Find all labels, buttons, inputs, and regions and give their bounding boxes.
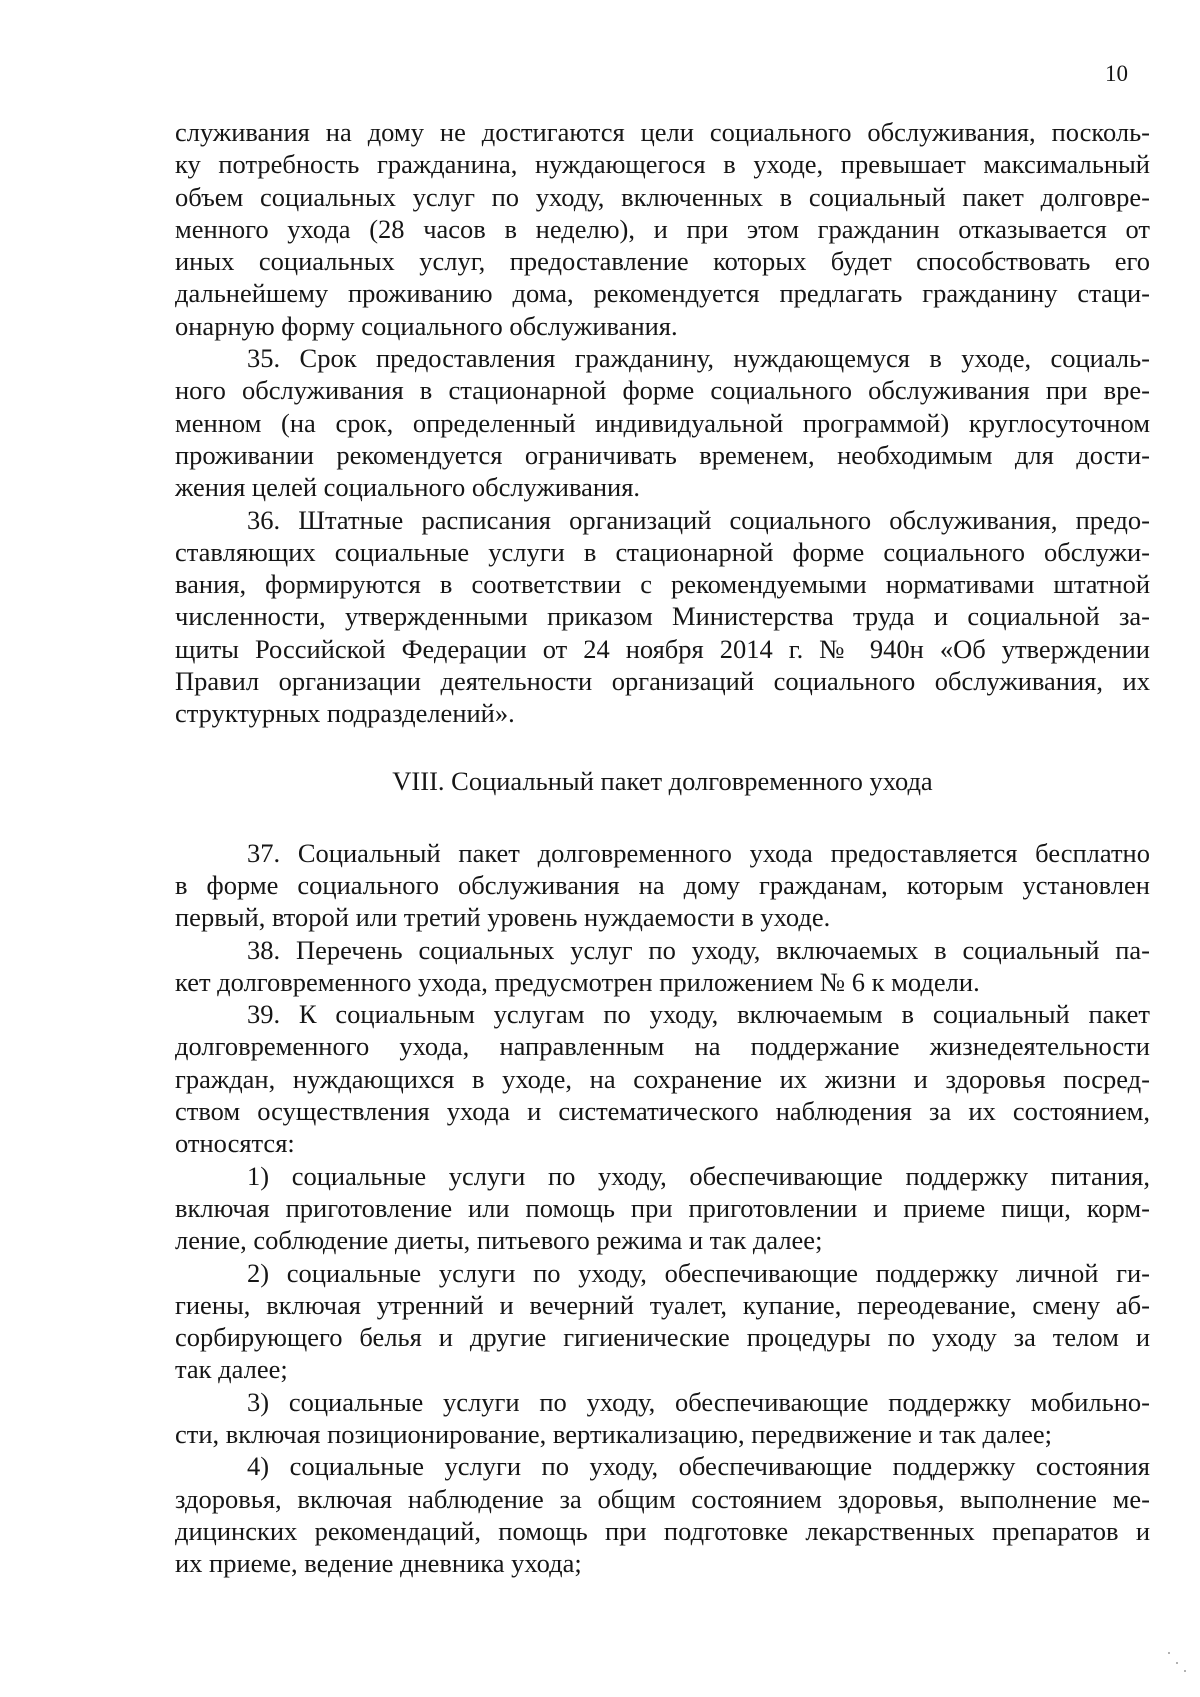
scan-speck xyxy=(1176,1662,1178,1664)
paragraph-35 xyxy=(175,342,1150,503)
section-heading: VIII. Социальный пакет долговременного ухода xyxy=(392,765,933,796)
text-line: онарную форму социального обслуживания. xyxy=(175,310,678,341)
text-line: ставляющих социальные услуги в стационарной форме социального обслужи- xyxy=(175,536,1150,567)
list-item xyxy=(175,1450,1150,1579)
page-number: 10 xyxy=(1105,61,1128,86)
text-line: относятся: xyxy=(175,1128,295,1159)
text-line: вания, формируются в соответствии с рекомендуемыми нормативами штатной xyxy=(175,569,1150,600)
paragraph-36 xyxy=(175,504,1150,730)
text-line: 37. Социальный пакет долговременного ухода предоставляется бесплатно xyxy=(247,837,1150,868)
document-body xyxy=(175,116,1150,1579)
paragraph-38 xyxy=(175,934,1150,999)
text-line: служивания на дому не достигаются цели социального обслуживания, посколь- xyxy=(175,117,1150,147)
text-line: сти, включая позиционирование, вертикализацию, передвижение и так далее; xyxy=(175,1418,1053,1449)
text-line: включая приготовление или помощь при приготовлении и приеме пищи, корм- xyxy=(175,1192,1150,1223)
text-line: первый, второй или третий уровень нуждаемости в уходе. xyxy=(175,902,831,933)
text-line: дальнейшему проживанию дома, рекомендуется предлагать гражданину стаци- xyxy=(175,278,1150,309)
text-line: объем социальных услуг по уходу, включенных в социальный пакет долговре- xyxy=(175,181,1150,212)
text-line: иных социальных услуг, предоставление которых будет способствовать его xyxy=(175,246,1150,277)
text-line: их приеме, ведение дневника ухода; xyxy=(175,1548,582,1579)
text-line: так далее; xyxy=(175,1354,288,1385)
text-line: ного обслуживания в стационарной форме социального обслуживания при вре- xyxy=(175,375,1150,406)
paragraph-continuation xyxy=(175,116,1150,342)
text-line: менном (на срок, определенный индивидуальной программой) круглосуточном xyxy=(175,407,1150,438)
text-line: щиты Российской Федерации от 24 ноября 2014 г. № 940н «Об утверждении xyxy=(175,633,1150,664)
text-line: гиены, включая утренний и вечерний туалет, купание, переодевание, смену аб- xyxy=(175,1289,1150,1320)
text-line: 4) социальные услуги по уходу, обеспечивающие поддержку состояния xyxy=(247,1451,1150,1482)
text-line: ством осуществления ухода и систематического наблюдения за их состоянием, xyxy=(175,1096,1150,1127)
text-line: жения целей социального обслуживания. xyxy=(175,472,641,503)
text-line: в форме социального обслуживания на дому гражданам, которым установлен xyxy=(175,869,1150,900)
text-line: 35. Срок предоставления гражданину, нуждающемуся в уходе, социаль- xyxy=(247,343,1150,374)
text-line: 36. Штатные расписания организаций социального обслуживания, предо- xyxy=(247,504,1150,535)
list-item xyxy=(175,1257,1150,1386)
text-line: долговременного ухода, направленным на поддержание жизнедеятельности xyxy=(175,1031,1150,1062)
text-line: ку потребность гражданина, нуждающегося в уходе, превышает максимальный xyxy=(175,149,1150,180)
text-line: Правил организации деятельности организаций социального обслуживания, их xyxy=(175,666,1150,697)
text-line: проживании рекомендуется ограничивать временем, необходимым для дости- xyxy=(175,439,1150,470)
text-line: численности, утвержденными приказом Министерства труда и социальной за- xyxy=(175,601,1150,632)
list-item xyxy=(175,1160,1150,1257)
text-line: дицинских рекомендаций, помощь при подготовке лекарственных препаратов и xyxy=(175,1515,1150,1546)
text-line: менного ухода (28 часов в неделю), и при этом гражданин отказывается от xyxy=(175,213,1150,244)
spacer xyxy=(175,797,1150,837)
text-line: сорбирующего белья и другие гигиенические процедуры по уходу за телом и xyxy=(175,1322,1150,1353)
list-item xyxy=(175,1386,1150,1451)
paragraph-37 xyxy=(175,837,1150,934)
spacer xyxy=(175,730,1150,765)
scan-speck xyxy=(1168,1652,1170,1654)
text-line: кет долговременного ухода, предусмотрен приложением № 6 к модели. xyxy=(175,966,980,997)
paragraph-39 xyxy=(175,998,1150,1159)
text-line: 38. Перечень социальных услуг по уходу, включаемых в социальный па- xyxy=(247,934,1150,965)
text-line: 2) социальные услуги по уходу, обеспечивающие поддержку личной ги- xyxy=(247,1257,1150,1288)
scan-speck xyxy=(1184,1670,1186,1672)
text-line: ление, соблюдение диеты, питьевого режима и так далее; xyxy=(175,1225,823,1256)
text-line: здоровья, включая наблюдение за общим состоянием здоровья, выполнение ме- xyxy=(175,1483,1150,1514)
text-line: 39. К социальным услугам по уходу, включаемым в социальный пакет xyxy=(247,999,1150,1030)
text-line: 3) социальные услуги по уходу, обеспечивающие поддержку мобильно- xyxy=(247,1386,1150,1417)
text-line: структурных подразделений». xyxy=(175,698,515,729)
text-line: 1) социальные услуги по уходу, обеспечивающие поддержку питания, xyxy=(247,1160,1150,1191)
text-line: граждан, нуждающихся в уходе, на сохранение их жизни и здоровья посред- xyxy=(175,1063,1150,1094)
